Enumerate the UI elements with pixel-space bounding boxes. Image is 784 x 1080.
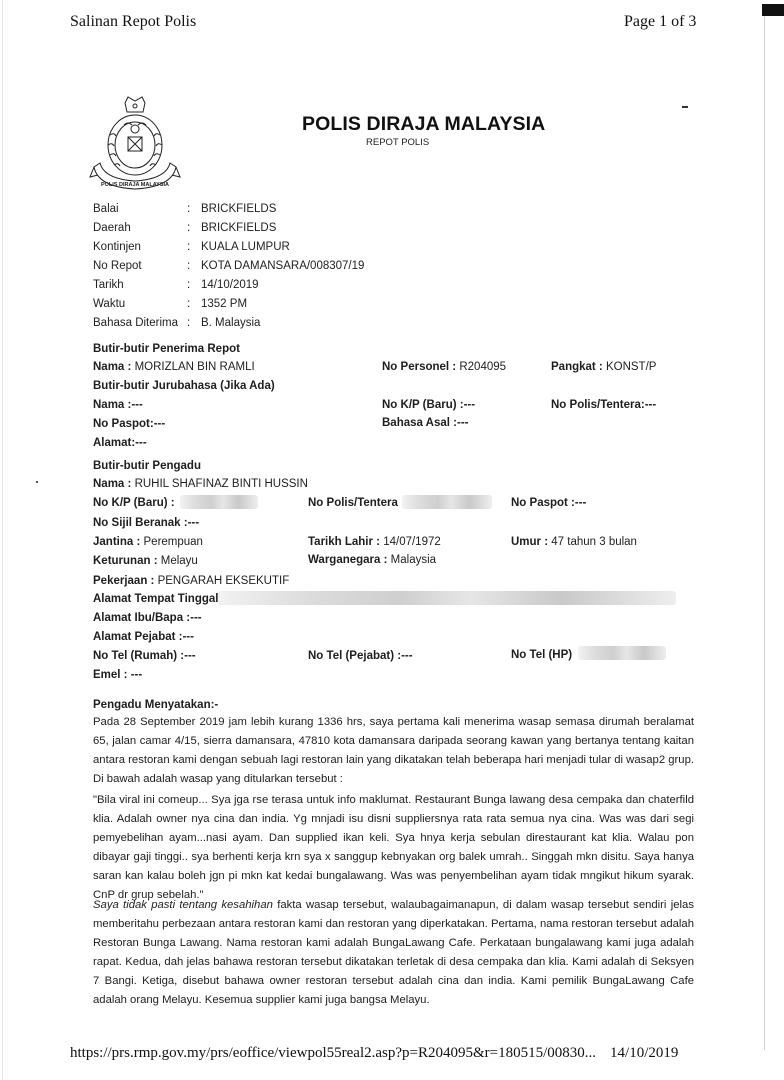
pengadu-tel-hp-label: No Tel (HP)	[511, 649, 573, 661]
meta-row-waktu: Waktu : 1352 PM	[93, 295, 364, 314]
meta-value: BRICKFIELDS	[201, 203, 277, 215]
meta-value: 14/10/2019	[201, 279, 259, 291]
meta-row-tarikh: Tarikh : 14/10/2019	[93, 276, 364, 295]
pengadu-emel: Emel : ---	[93, 669, 143, 681]
meta-row-balai: Balai : BRICKFIELDS	[93, 200, 364, 219]
police-crest-icon	[88, 95, 182, 191]
scan-artifact	[36, 481, 38, 483]
meta-value: 1352 PM	[201, 298, 248, 310]
meta-value: KOTA DAMANSARA/008307/19	[201, 260, 365, 272]
print-date: 14/10/2019	[610, 1045, 679, 1061]
jurubahasa-paspot: No Paspot:---	[93, 418, 166, 430]
redacted-tel-hp	[578, 646, 666, 660]
penerima-personel: No Personel : R204095	[382, 361, 507, 373]
pengadu-alamat-ibubapa: Alamat Ibu/Bapa :---	[93, 612, 202, 624]
jurubahasa-kp: No K/P (Baru) :---	[382, 399, 476, 411]
meta-label: Bahasa Diterima	[93, 317, 179, 329]
statement-heading: Pengadu Menyatakan:-	[93, 699, 219, 711]
meta-row-kontinjen: Kontinjen : KUALA LUMPUR	[93, 238, 364, 257]
penerima-nama: Nama : MORIZLAN BIN RAMLI	[93, 361, 255, 373]
organisation-title: POLIS DIRAJA MALAYSIA	[302, 113, 546, 135]
pengadu-kp-label: No K/P (Baru) :	[93, 497, 175, 509]
meta-label: Tarikh	[93, 279, 124, 291]
meta-label: Waktu	[93, 298, 126, 310]
penerima-pangkat: Pangkat : KONST/P	[551, 361, 657, 373]
meta-label: Balai	[93, 203, 119, 215]
meta-value: B. Malaysia	[201, 317, 261, 329]
scan-artifact	[682, 106, 688, 108]
source-url: https://prs.rmp.gov.my/prs/eoffice/viewpol55real2.asp?p=R204095&r=180515/00830...	[70, 1045, 597, 1061]
page-number: Page 1 of 3	[624, 13, 697, 30]
pengadu-sijil: No Sijil Beranak :---	[93, 517, 200, 529]
report-meta	[93, 200, 364, 333]
pengadu-tarikh-lahir: Tarikh Lahir : 14/07/1972	[308, 536, 441, 548]
pengadu-alamat-pejabat: Alamat Pejabat :---	[93, 631, 194, 643]
jurubahasa-nama: Nama :---	[93, 399, 143, 411]
pengadu-tel-pejabat: No Tel (Pejabat) :---	[308, 650, 413, 662]
print-footer	[70, 1045, 678, 1062]
statement-paragraph-3: Saya tidak pasti tentang kesahihan fakta wasap tersebut, walaubagaimanapun, di dalam wasap tersebut sendiri jelas memberitahu perbezaan antara restoran kami dan restoran yang diperkatakan. Pertama, nama restoran tersebut adalah Restoran Bunga Lawang. Nama restoran kami adalah BungaLawang Cafe. Perkataan bungalawang kami juga adalah rapat. Kedua, dah jelas bahawa restoran tersebut dikatakan terletak di desa cempaka dan klia. Kami adalah di Seksyen 7 Bangi. Ketiga, disebut bahawa owner restoran tersebut adalah cina dan india. Kami pemilik BungaLawang Cafe adalah orang Melayu. Kesemua supplier kami juga bangsa Melayu.	[93, 899, 694, 1006]
meta-row-bahasa: Bahasa Diterima : B. Malaysia	[93, 314, 364, 333]
redacted-alamat-tinggal	[218, 591, 676, 605]
meta-value: KUALA LUMPUR	[201, 241, 290, 253]
page-left-edge	[2, 0, 3, 1080]
page-right-edge	[764, 10, 765, 1050]
document-subtitle: REPOT POLIS	[366, 137, 430, 148]
jurubahasa-alamat: Alamat:---	[93, 437, 147, 449]
meta-label: Kontinjen	[93, 241, 141, 253]
pengadu-tel-rumah: No Tel (Rumah) :---	[93, 650, 196, 662]
pengadu-paspot: No Paspot :---	[511, 497, 587, 509]
meta-label: No Repot	[93, 260, 142, 272]
jurubahasa-bahasa-asal: Bahasa Asal :---	[382, 417, 469, 429]
section-heading-pengadu: Butir-butir Pengadu	[93, 460, 201, 472]
section-heading-jurubahasa: Butir-butir Jurubahasa (Jika Ada)	[93, 380, 275, 392]
statement-paragraph-1: Pada 28 September 2019 jam lebih kurang 1336 hrs, saya pertama kali menerima wasap semasa dirumah beralamat 65, jalan camar 4/15, sierra damansara, 47810 kota damansara daripada seorang kawan yang bertanya tentang kaitan antara restoran kami dengan sebuah lagi restoran lain yang dikatakan telah beberapa hari menjadi tular di wasap2 grup. Di bawah adalah wasap yang ditularkan tersebut :	[93, 716, 695, 785]
pengadu-umur: Umur : 47 tahun 3 bulan	[511, 536, 637, 548]
scan-corner-mark	[762, 4, 784, 16]
pengadu-keturunan: Keturunan : Melayu	[93, 555, 198, 567]
meta-row-no-repot: No Repot : KOTA DAMANSARA/008307/19	[93, 257, 364, 276]
redacted-kp	[180, 495, 258, 509]
section-heading-penerima: Butir-butir Penerima Repot	[93, 343, 240, 355]
meta-row-daerah: Daerah : BRICKFIELDS	[93, 219, 364, 238]
pengadu-polis-label: No Polis/Tentera	[308, 497, 398, 509]
meta-value: BRICKFIELDS	[201, 222, 277, 234]
pengadu-warganegara: Warganegara : Malaysia	[308, 554, 437, 566]
pengadu-pekerjaan: Pekerjaan : PENGARAH EKSEKUTIF	[93, 575, 290, 587]
pengadu-nama: Nama : RUHIL SHAFINAZ BINTI HUSSIN	[93, 478, 308, 490]
statement-quoted-message: "Bila viral ini comeup... Sya jga rse terasa untuk info maklumat. Restaurant Bunga lawang desa cempaka dan chaterfild klia. Adalah owner nya cina dan india. Yg mnjadi isu disni suppliersnya rata rata semua nya cina. Was was dari segi pemyebelihan ayam...nasi ayam. Dan supplied ikan keli. Sya hnya kerja sebulan direstaurant kat klia. Walau pon dibayar gaji tinggi.. sya berhenti kerja krn sya x sanggup kebnyakan org balek umrah.. Singgah mkn disitu. Saya hanya saran kan kalau boleh jgn pi mkn kat kedai bungalawang. Was was penyembelihan ayam tidak mngikut hikum syarak. CnP dr grup sebelah."	[93, 794, 694, 901]
pengadu-alamat-tinggal-label: Alamat Tempat Tinggal	[93, 593, 219, 605]
crest-ribbon-text: POLIS DIRAJA MALAYSIA	[100, 182, 170, 188]
pengadu-jantina: Jantina : Perempuan	[93, 536, 203, 548]
jurubahasa-polis: No Polis/Tentera:---	[551, 399, 657, 411]
meta-label: Daerah	[93, 222, 131, 234]
redacted-polis	[402, 495, 492, 509]
print-header-title: Salinan Repot Polis	[70, 13, 197, 30]
